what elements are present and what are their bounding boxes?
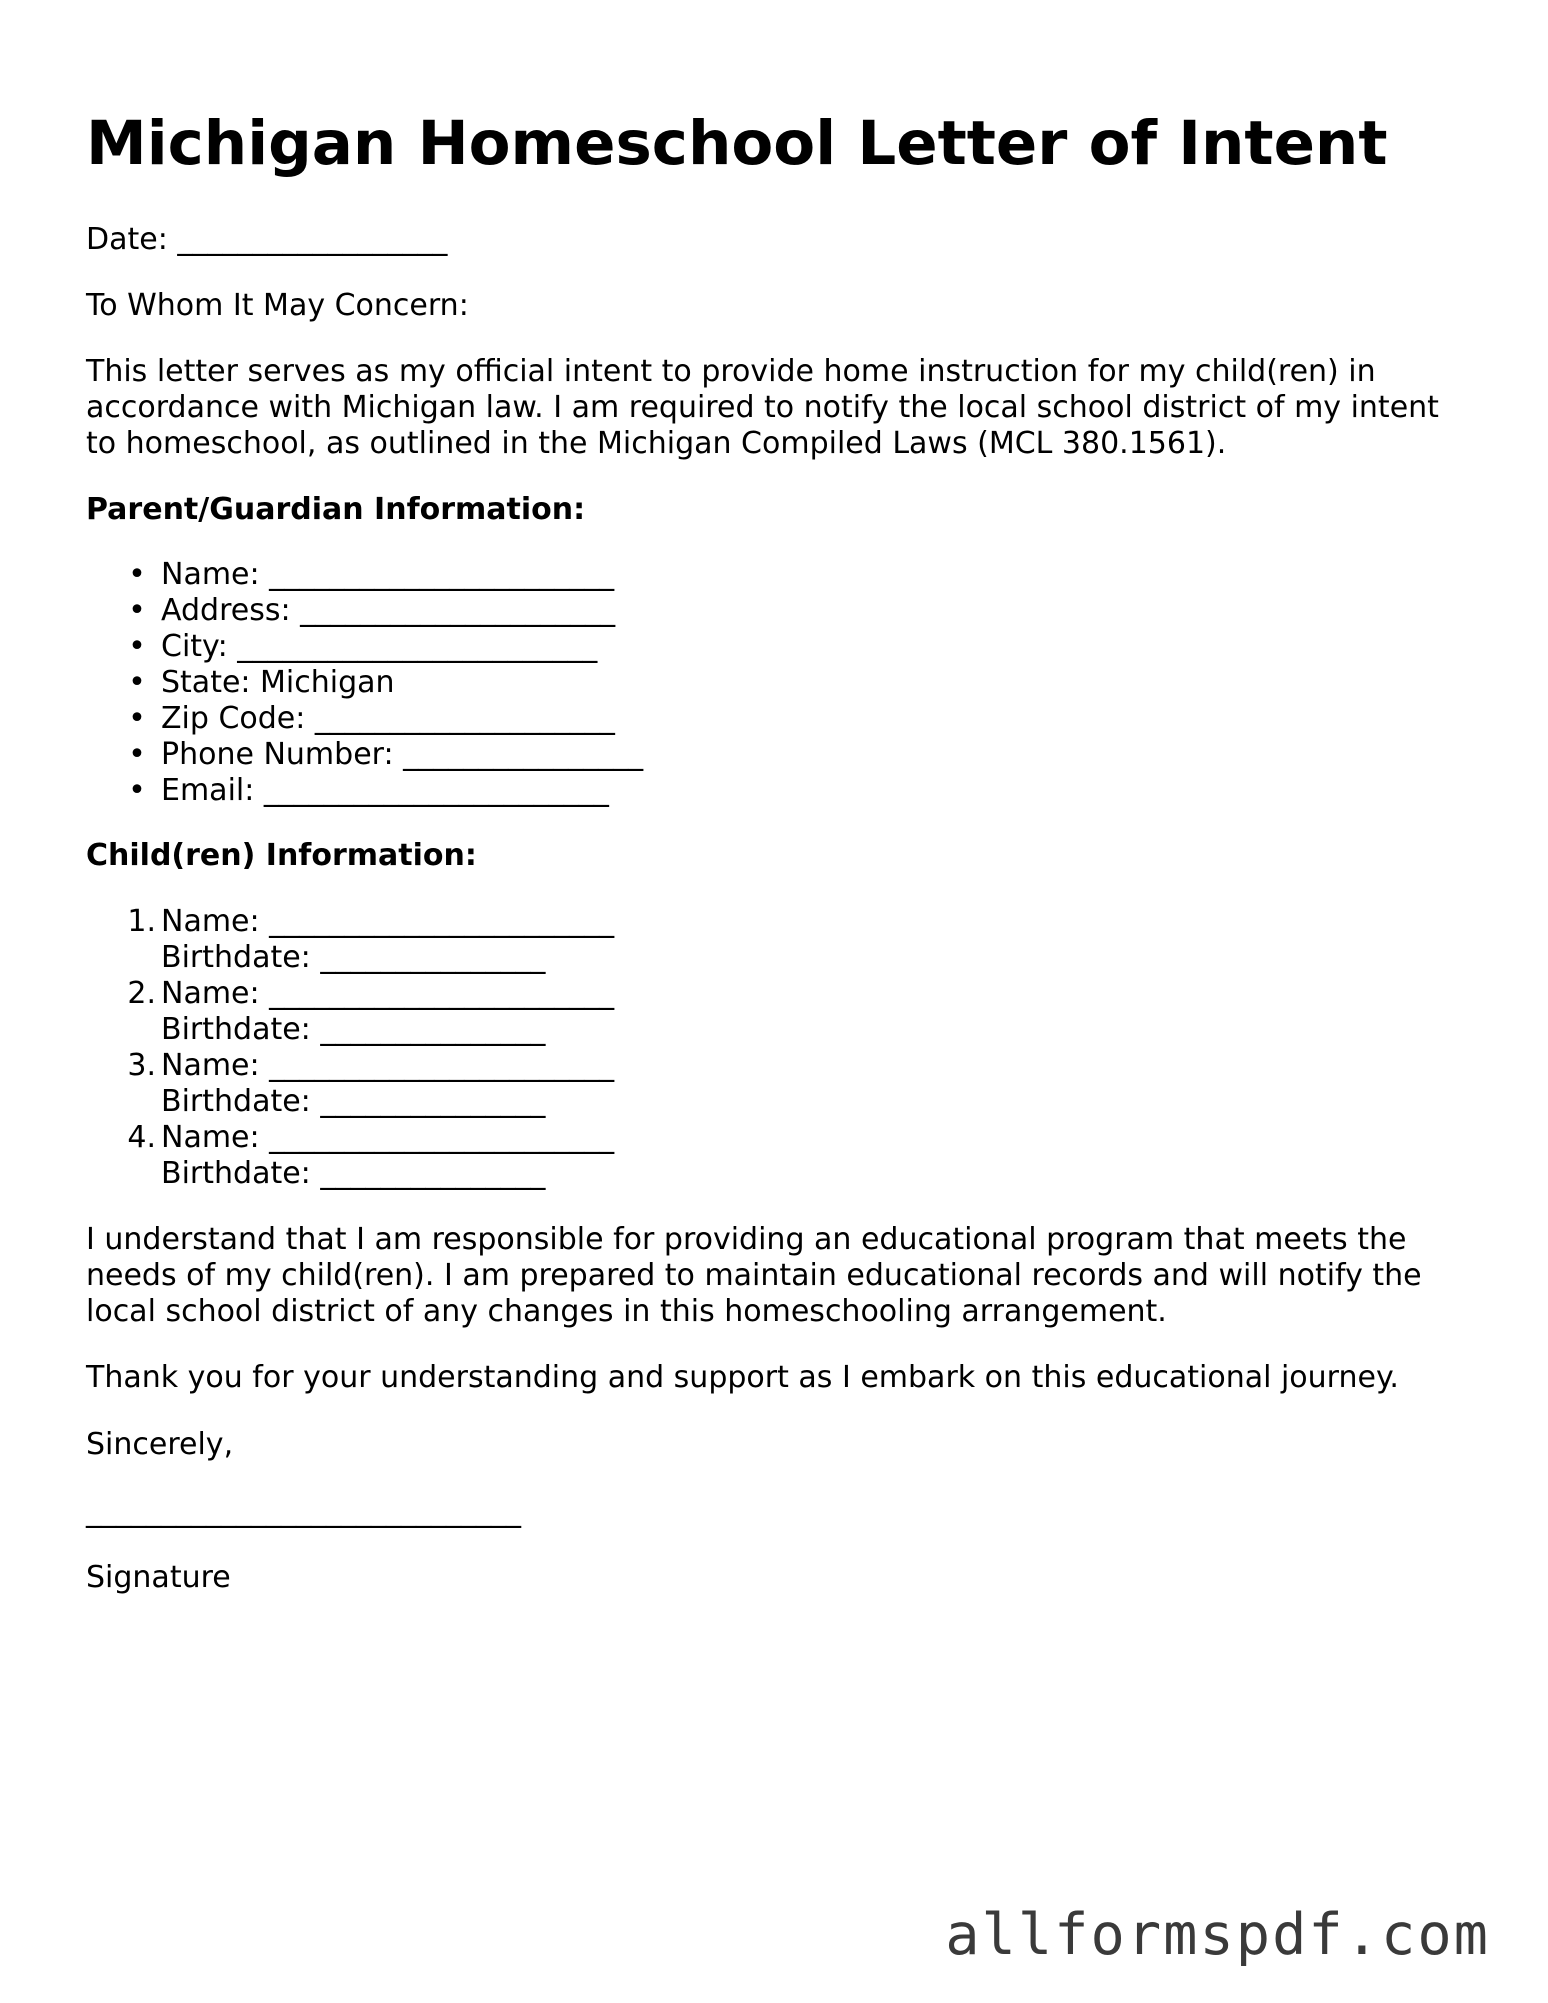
- child-birthdate-field: Birthdate: _______________: [161, 1084, 546, 1119]
- bullet: •: [128, 737, 146, 772]
- closing: Sincerely,: [86, 1427, 234, 1462]
- responsibility-line-3: local school district of any changes in this homeschooling arrangement.: [86, 1294, 1167, 1329]
- parent-phone-field: Phone Number: ________________: [161, 737, 644, 772]
- parent-info-list: [86, 557, 643, 809]
- bullet: •: [128, 701, 146, 736]
- intro-line-2: accordance with Michigan law. I am required to notify the local school district of my intent: [86, 390, 1439, 425]
- signature-line: _____________________________: [86, 1494, 521, 1529]
- list-item: [86, 773, 643, 809]
- child-name-field: Name: _______________________: [161, 1120, 615, 1155]
- responsibility-line-2: needs of my child(ren). I am prepared to maintain educational records and will notify the: [86, 1258, 1422, 1293]
- thanks-paragraph: Thank you for your understanding and support as I embark on this educational journey.: [86, 1360, 1399, 1395]
- watermark-logo: allformspdf.com: [945, 1902, 1490, 1968]
- bullet: •: [128, 773, 146, 808]
- parent-section-heading: Parent/Guardian Information:: [86, 492, 586, 527]
- child-number: 4.: [127, 1120, 156, 1155]
- parent-name-field: Name: _______________________: [161, 557, 615, 592]
- intro-line-3: to homeschool, as outlined in the Michigan Compiled Laws (MCL 380.1561).: [86, 426, 1227, 461]
- parent-address-field: Address: _____________________: [161, 593, 616, 628]
- bullet: •: [128, 629, 146, 664]
- intro-line-1: This letter serves as my official intent to provide home instruction for my child(ren) in: [86, 354, 1376, 389]
- children-section-heading: Child(ren) Information:: [86, 838, 477, 873]
- bullet: •: [128, 557, 146, 592]
- responsibility-paragraph: [86, 1222, 1422, 1330]
- parent-zip-field: Zip Code: ____________________: [161, 701, 615, 736]
- child-name-field: Name: _______________________: [161, 976, 615, 1011]
- salutation: To Whom It May Concern:: [86, 288, 469, 323]
- child-number: 2.: [127, 976, 156, 1011]
- bullet: •: [128, 665, 146, 700]
- parent-city-field: City: ________________________: [161, 629, 598, 664]
- list-item: [86, 737, 643, 773]
- child-entry-1: [86, 904, 614, 976]
- list-item: [86, 629, 643, 665]
- child-entry-4: [86, 1120, 614, 1192]
- date-field: Date: __________________: [86, 222, 448, 257]
- page-title: Michigan Homeschool Letter of Intent: [86, 108, 1388, 179]
- list-item: [86, 665, 643, 701]
- child-name-field: Name: _______________________: [161, 904, 615, 939]
- signature-label: Signature: [86, 1560, 231, 1595]
- parent-state-field: State: Michigan: [161, 665, 395, 700]
- child-name-field: Name: _______________________: [161, 1048, 615, 1083]
- bullet: •: [128, 593, 146, 628]
- intro-paragraph: [86, 354, 1439, 462]
- responsibility-line-1: I understand that I am responsible for providing an educational program that meets the: [86, 1222, 1407, 1257]
- child-birthdate-field: Birthdate: _______________: [161, 940, 546, 975]
- parent-email-field: Email: _______________________: [161, 773, 609, 808]
- child-entry-2: [86, 976, 614, 1048]
- children-info-list: [86, 904, 614, 1192]
- list-item: [86, 557, 643, 593]
- list-item: [86, 593, 643, 629]
- child-number: 3.: [127, 1048, 156, 1083]
- child-number: 1.: [127, 904, 156, 939]
- child-birthdate-field: Birthdate: _______________: [161, 1156, 546, 1191]
- child-entry-3: [86, 1048, 614, 1120]
- list-item: [86, 701, 643, 737]
- child-birthdate-field: Birthdate: _______________: [161, 1012, 546, 1047]
